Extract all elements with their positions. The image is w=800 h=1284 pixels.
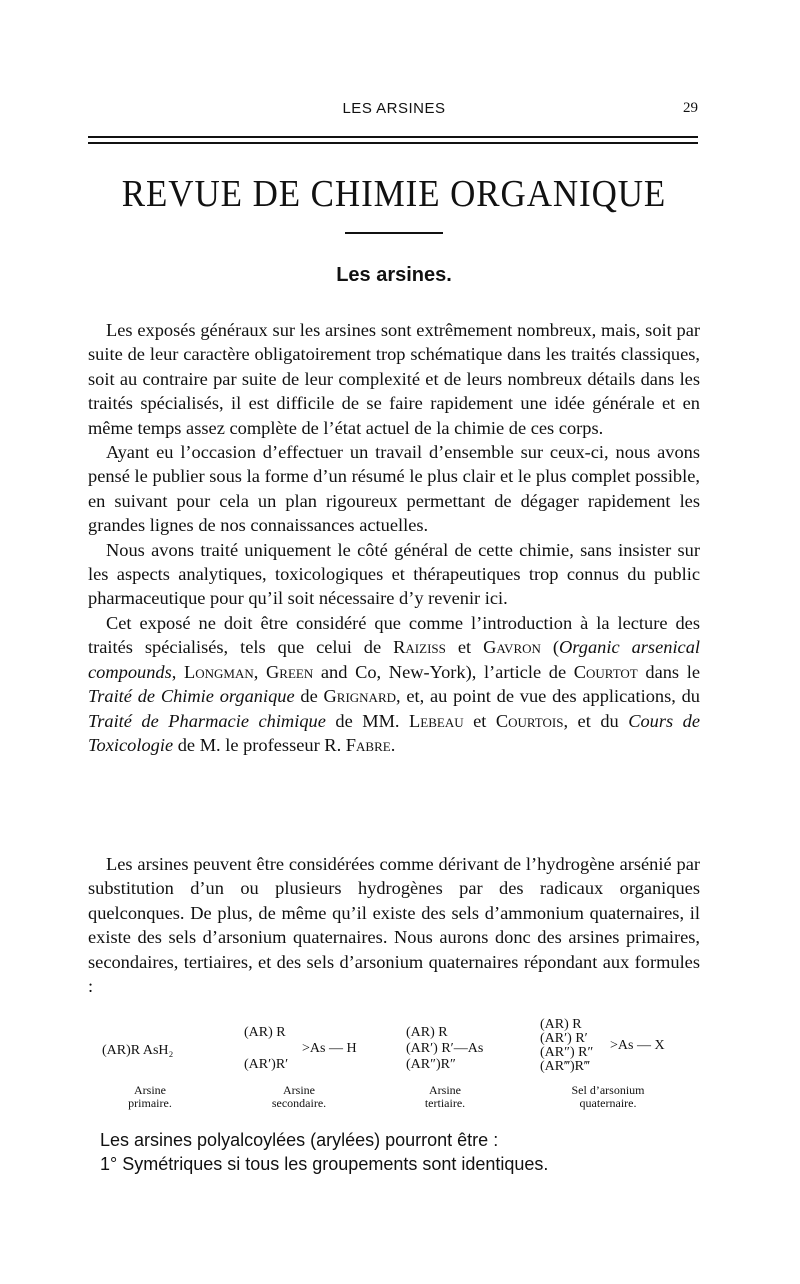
paragraph-4: Cet exposé ne doit être considéré que comme l’introduction à la lecture des traités spécialisés, tels que celui de Raiziss et Gavron (Organic arsenical compounds, Longman, Green and Co, New-York), l’article de Courtot dans le Traité de Chimie organique de Grignard, et, au point de vue des applications, du Traité de Pharmacie chimique de MM. Lebeau et Courtois, et du Cours de Toxicologie de M. le professeur R. Fabre. [88,612,701,755]
author-gavron: Gavron [483,637,541,658]
body-text-definition [88,852,700,998]
book-title-organic: Organic arsenical compounds [88,637,701,682]
formula-quaternary-line4: (AR‴)R‴ [540,1059,590,1074]
tail-line-1: Les arsines polyalcoylées (arylées) pourront être : [100,1130,499,1150]
author-raiziss: Raiziss [393,637,446,658]
author-grignard: Grignard [323,686,397,707]
running-head [90,100,698,122]
book-title-pharmacie: Traité de Pharmacie chimique [88,710,326,731]
book-title-traite: Traité de Chimie organique [88,686,295,707]
header-rule-top [88,136,698,138]
formula-primary-text: (AR)R AsH₂ [102,1043,174,1058]
caption-primary: Arsine primaire. [128,1083,172,1110]
formula-tertiary-line2: (AR′) R′—As [406,1041,484,1056]
publisher-longman: Longman [184,661,254,682]
formula-secondary-line1: (AR) R [244,1025,286,1040]
formula-quaternary-line2: (AR′) R′ [540,1031,588,1046]
section-title: Les arsines. [336,264,452,286]
formula-quaternary-as: >As — X [610,1038,665,1053]
author-lebeau: Lebeau [409,710,464,731]
paragraph-2: Ayant eu l’occasion d’effectuer un travail d’ensemble sur ceux-ci, nous avons pensé le publier sous la forme d’un résumé le plus clair et le plus complet possible, en suivant pour cela un plan rigoureux permettant de dégager rapidement les grandes lignes de nos connaissances actuelles. [88,442,700,536]
formula-table [88,1014,700,1118]
running-title: LES ARSINES [342,100,446,117]
caption-quaternary: Sel d’arsonium quaternaire. [571,1083,645,1110]
title-underline [345,232,443,234]
body-text-intro [88,318,700,757]
page-number: 29 [683,100,698,116]
author-courtot: Courtot [573,661,638,682]
author-courtois: Courtois [495,710,564,731]
book-title-toxicologie: Cours de Toxicologie [88,710,701,755]
paragraph-1: Les exposés généraux sur les arsines sont extrêmement nombreux, mais, soit par suite de leur caractère obligatoirement trop schématique dans les traités classiques, soit au contraire par suite de leur complexité et de leurs nombreux détails dans les traités spécialisés, il est difficile de se faire rapidement une idée générale et en même temps assez complète de l’état actuel de la chimie de ces corps. [88,320,700,438]
caption-secondary: Arsine secondaire. [271,1083,327,1110]
formula-quaternary-line1: (AR) R [540,1017,582,1032]
formula-quaternary-line3: (AR″) R″ [540,1045,594,1060]
tail-text [100,1128,700,1176]
caption-tertiary: Arsine tertiaire. [424,1083,466,1110]
publisher-green: Green [266,661,314,682]
author-fabre: Fabre [345,734,391,755]
formula-tertiary-line3: (AR″)R″ [406,1057,456,1072]
header-rule-bottom [88,142,698,144]
paragraph-3: Nous avons traité uniquement le côté général de cette chimie, sans insister sur les aspects analytiques, toxicologiques et thérapeutiques trop connus du public pharmaceutique pour qu’il soit nécessaire d’y revenir ici. [88,539,700,609]
formula-secondary-line2: (AR′)R′ [244,1057,289,1072]
main-title: REVUE DE CHIMIE ORGANIQUE [121,173,667,215]
paragraph-5: Les arsines peuvent être considérées comme dérivant de l’hydrogène arsénié par substitution d’un ou plusieurs hydrogènes par des radicaux organiques quelconques. De plus, de même qu’il existe des sels d’ammonium quaternaires, il existe des sels d’arsonium quaternaires. Nous aurons donc des arsines primaires, secondaires, tertiaires, et des sels d’arsonium quaternaires répondant aux formules : [88,854,700,997]
formula-secondary-as: >As — H [302,1041,357,1056]
tail-line-2: 1° Symétriques si tous les groupements sont identiques. [100,1154,549,1174]
formula-tertiary-line1: (AR) R [406,1025,448,1040]
